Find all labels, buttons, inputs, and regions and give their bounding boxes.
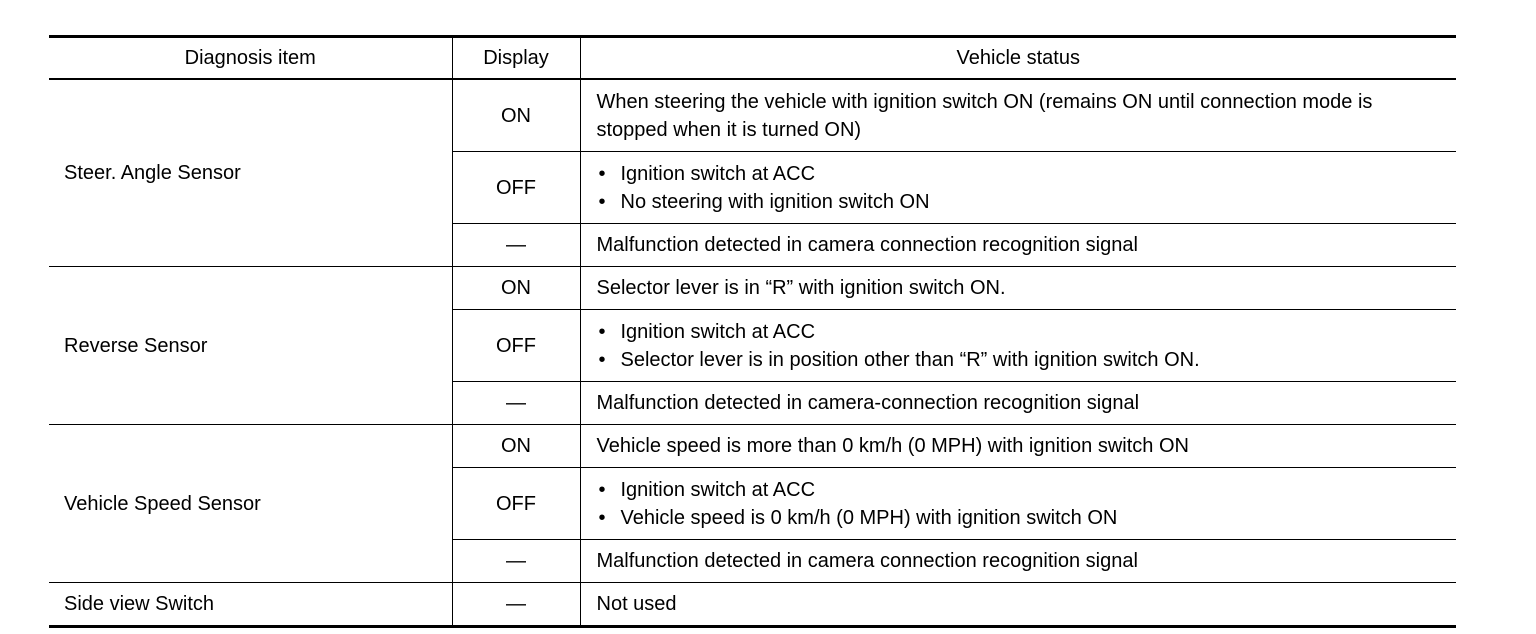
table-header-row [49,37,1456,80]
vehicle-status-cell: Vehicle speed is more than 0 km/h (0 MPH) with ignition switch ON [580,425,1456,468]
bullet-text: Selector lever is in position other than “R” with ignition switch ON. [620,348,1200,371]
vehicle-status-cell: Malfunction detected in camera connection recognition signal [580,224,1456,267]
list-item [597,504,1447,532]
display-cell: ON [452,425,580,468]
display-cell: — [452,224,580,267]
list-item [597,160,1447,188]
bullet-icon: • [598,190,606,213]
display-cell: OFF [452,152,580,224]
display-cell: — [452,382,580,425]
diagnosis-item-cell: Vehicle Speed Sensor [49,425,452,583]
bullet-icon: • [598,478,606,501]
display-cell: — [452,540,580,583]
vehicle-status-cell [580,310,1456,382]
bullet-text: Ignition switch at ACC [620,162,816,185]
display-cell: OFF [452,310,580,382]
vehicle-status-cell [580,468,1456,540]
header-vehicle-status: Vehicle status [580,37,1456,80]
bullet-icon: • [598,162,606,185]
vehicle-status-cell [580,152,1456,224]
diagnosis-item-cell: Side view Switch [49,583,452,627]
diagnosis-item-cell: Steer. Angle Sensor [49,79,452,267]
list-item [597,476,1447,504]
vehicle-status-cell: Malfunction detected in camera-connection recognition signal [580,382,1456,425]
vehicle-status-cell: Malfunction detected in camera connection recognition signal [580,540,1456,583]
table-row [49,425,1456,468]
display-cell: OFF [452,468,580,540]
status-bullet-list [597,160,1447,216]
display-cell: ON [452,267,580,310]
status-bullet-list [597,318,1447,374]
list-item [597,318,1447,346]
bullet-icon: • [598,506,606,529]
bullet-text: Vehicle speed is 0 km/h (0 MPH) with ignition switch ON [620,506,1118,529]
bullet-text: Ignition switch at ACC [620,478,816,501]
table-row [49,267,1456,310]
header-display: Display [452,37,580,80]
header-diagnosis-item: Diagnosis item [49,37,452,80]
bullet-text: No steering with ignition switch ON [620,190,930,213]
list-item [597,346,1447,374]
bullet-icon: • [598,348,606,371]
bullet-icon: • [598,320,606,343]
vehicle-status-cell: Not used [580,583,1456,627]
diagnosis-table [49,35,1456,628]
vehicle-status-cell: Selector lever is in “R” with ignition switch ON. [580,267,1456,310]
table-row [49,79,1456,152]
bullet-text: Ignition switch at ACC [620,320,816,343]
status-bullet-list [597,476,1447,532]
display-cell: — [452,583,580,627]
diagnosis-item-cell: Reverse Sensor [49,267,452,425]
table-row [49,583,1456,627]
list-item [597,188,1447,216]
display-cell: ON [452,79,580,152]
vehicle-status-cell: When steering the vehicle with ignition switch ON (remains ON until connection mode is stopped when it is turned ON) [580,79,1456,152]
